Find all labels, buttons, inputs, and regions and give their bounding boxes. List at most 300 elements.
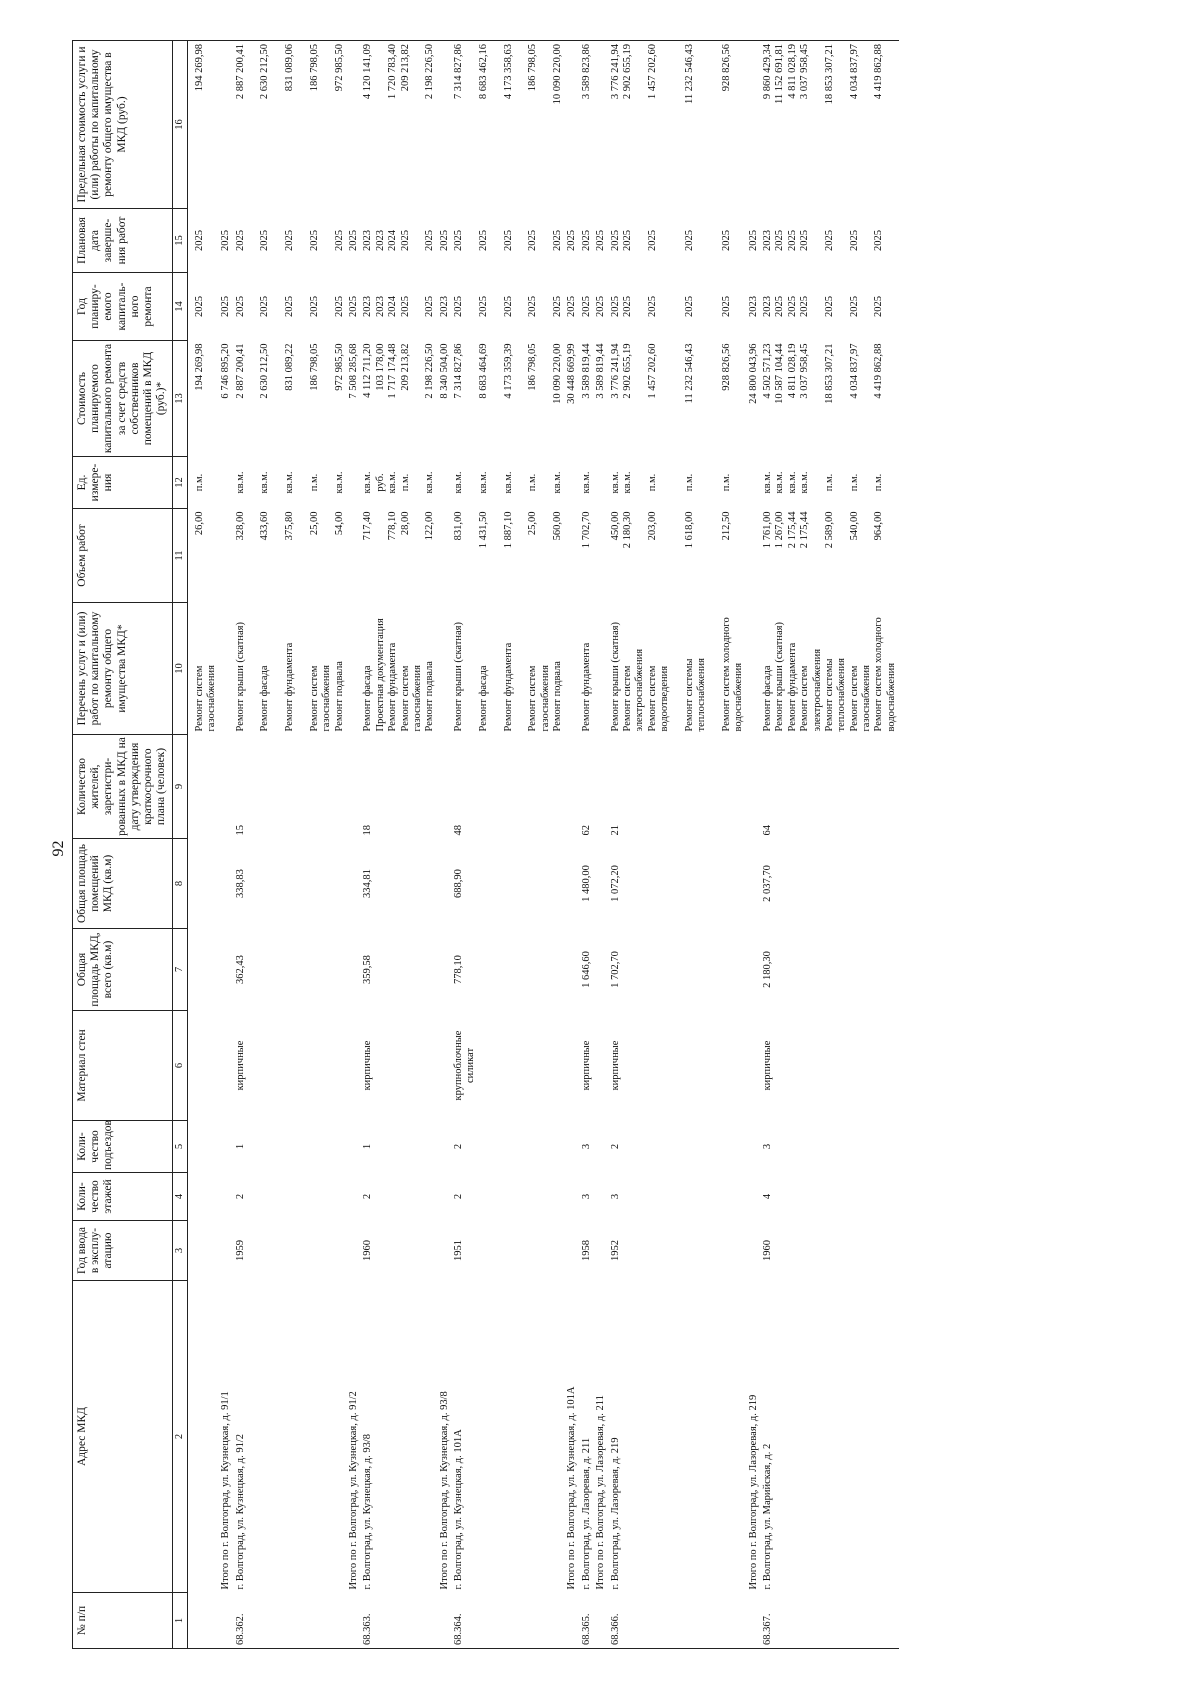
cell-line xyxy=(321,460,333,506)
cell-line: кв.м. xyxy=(762,471,774,494)
cell-plan xyxy=(594,273,608,341)
cell-line xyxy=(490,460,502,506)
cell-line: 18 853 307,21 xyxy=(823,44,835,105)
cell-line xyxy=(490,512,502,600)
cell-due xyxy=(452,209,565,273)
cell-cost xyxy=(594,341,608,457)
cell-unit xyxy=(580,457,594,509)
cell-cost xyxy=(219,341,233,457)
cell-floors: 2 xyxy=(362,1193,374,1200)
cell-line xyxy=(412,276,424,338)
cell-line: 2025 xyxy=(799,296,811,317)
cell-line xyxy=(836,344,848,454)
cell-year xyxy=(219,1221,233,1281)
cell-line xyxy=(812,44,824,206)
cell-due xyxy=(747,209,761,273)
cell-work xyxy=(761,603,899,735)
cell-plan xyxy=(347,273,361,341)
cell-line: 2025 xyxy=(552,296,564,317)
cell-plan xyxy=(187,273,219,341)
cell-limit xyxy=(347,41,361,209)
cell-line: 25,00 xyxy=(308,511,320,536)
cell-line xyxy=(671,212,683,270)
cell-line xyxy=(247,44,259,206)
cell-n: 68.366. xyxy=(609,1593,747,1649)
cell-line: кв.м. xyxy=(387,471,399,494)
cell-line xyxy=(412,512,424,600)
cell-line xyxy=(634,460,646,506)
cell-work xyxy=(361,603,437,735)
column-number: 3 xyxy=(172,1221,187,1281)
cell-line: 2025 xyxy=(580,230,592,251)
cell-plan xyxy=(609,273,747,341)
cell-line: 2025 xyxy=(259,296,271,317)
cell-line xyxy=(671,606,683,732)
cell-line: Ремонт систем xyxy=(527,665,539,732)
cell-area2 xyxy=(565,839,579,929)
column-header: Адрес МКД xyxy=(73,1281,173,1593)
cell-n: 68.363. xyxy=(361,1593,437,1649)
cell-line xyxy=(696,276,708,338)
cell-area2 xyxy=(187,839,219,929)
cell-line xyxy=(709,344,721,454)
cell-area: 1 702,70 xyxy=(609,951,621,988)
cell-line: 2025 xyxy=(453,230,465,251)
cell-line: кв.м. xyxy=(234,471,246,494)
cell-addr: Итого по г. Волгоград, ул. Кузнецкая, д. 91/1 xyxy=(220,1391,232,1590)
cell-line: 717,40 xyxy=(362,511,374,541)
cell-floors xyxy=(347,1173,361,1221)
cell-year xyxy=(594,1221,608,1281)
cell-line: газоснабжения xyxy=(861,665,873,732)
cell-line: 2025 xyxy=(259,230,271,251)
cell-area2: 1 480,00 xyxy=(580,865,592,902)
cell-line: газоснабжения xyxy=(321,665,333,732)
cell-vol xyxy=(361,509,437,603)
cell-line: кв.м. xyxy=(580,471,592,494)
cell-year: 1960 xyxy=(762,1240,774,1261)
cell-line: Ремонт крыши (скатная) xyxy=(609,621,621,732)
cell-due xyxy=(580,209,594,273)
cell-line: кв.м. xyxy=(424,471,436,494)
column-header: Перечень услуг и (или) работ по капитальному ремонту общего имущества МКД* xyxy=(73,603,173,735)
cell-line: 1 720 783,40 xyxy=(387,44,399,100)
cell-ent xyxy=(594,1121,608,1173)
cell-line: 328,00 xyxy=(234,511,246,541)
cell-line xyxy=(634,44,646,206)
cell-cost xyxy=(747,341,761,457)
cell-addr: г. Волгоград, ул. Лазоревая, д. 211 xyxy=(580,1437,592,1590)
cell-line xyxy=(671,44,683,206)
cell-line xyxy=(412,44,424,206)
cell-line: 194 269,98 xyxy=(193,343,205,391)
cell-area2 xyxy=(747,839,761,929)
cell-limit xyxy=(565,41,579,209)
cell-limit xyxy=(361,41,437,209)
cell-plan xyxy=(452,273,565,341)
cell-floors xyxy=(565,1173,579,1221)
cell-line: 2025 xyxy=(477,296,489,317)
cell-cost xyxy=(347,341,361,457)
cell-line xyxy=(321,44,333,206)
cell-line xyxy=(465,276,477,338)
cell-line: 831,00 xyxy=(453,511,465,541)
cell-line: 450,00 xyxy=(609,511,621,541)
cell-line xyxy=(540,512,552,600)
cell-work xyxy=(580,603,594,735)
cell-line: 2025 xyxy=(348,296,360,317)
cell-line: 4 034 837,97 xyxy=(848,44,860,100)
cell-unit xyxy=(234,457,347,509)
cell-line xyxy=(659,460,671,506)
cell-ent xyxy=(438,1121,452,1173)
cell-res: 62 xyxy=(580,825,592,836)
cell-plan xyxy=(438,273,452,341)
cell-line: 2 175,44 xyxy=(799,511,811,549)
cell-line: 2025 xyxy=(621,230,633,251)
cell-res xyxy=(438,735,452,839)
cell-line: 11 152 691,81 xyxy=(774,44,786,104)
cell-line: кв.м. xyxy=(502,471,514,494)
cell-line: 103 178,00 xyxy=(374,343,386,391)
table-row xyxy=(361,41,437,1649)
cell-vol xyxy=(565,509,579,603)
cell-line xyxy=(321,276,333,338)
cell-line xyxy=(247,276,259,338)
cell-line: 2025 xyxy=(566,230,578,251)
cell-line: п.м. xyxy=(823,473,835,492)
cell-line: электроснабжения xyxy=(811,648,823,732)
cell-line xyxy=(709,276,721,338)
cell-line: 28,00 xyxy=(399,511,411,536)
cell-due xyxy=(594,209,608,273)
cell-line: 3 776 241,94 xyxy=(609,343,621,399)
cell-line: 4 811 028,19 xyxy=(786,44,798,99)
cell-floors: 3 xyxy=(580,1193,592,1200)
cell-line xyxy=(465,460,477,506)
cell-line xyxy=(812,276,824,338)
cell-ent: 3 xyxy=(580,1143,592,1150)
column-number: 7 xyxy=(172,929,187,1011)
cell-vol xyxy=(347,509,361,603)
cell-line: 831 089,06 xyxy=(284,44,296,92)
cell-line: 1 457 202,60 xyxy=(646,44,658,100)
cell-line: 26,00 xyxy=(193,511,205,536)
cell-line: кв.м. xyxy=(552,471,564,494)
cell-vol xyxy=(187,509,219,603)
cell-mat xyxy=(565,1011,579,1121)
cell-line: 3 037 958,45 xyxy=(799,343,811,399)
cell-ent: 2 xyxy=(453,1143,465,1150)
cell-line xyxy=(812,212,824,270)
cell-line: 972 985,50 xyxy=(333,44,345,92)
column-header: Объем работ xyxy=(73,509,173,603)
cell-line xyxy=(297,460,309,506)
cell-floors: 2 xyxy=(234,1193,246,1200)
cell-work xyxy=(609,603,747,735)
cell-line xyxy=(515,606,527,732)
cell-line: Ремонт подвала xyxy=(552,661,564,732)
cell-line: 2025 xyxy=(193,230,205,251)
cell-line xyxy=(861,344,873,454)
cell-line xyxy=(515,212,527,270)
cell-mat xyxy=(187,1011,219,1121)
cell-line: Ремонт фасада xyxy=(259,665,271,732)
column-number-row xyxy=(172,41,187,1649)
cell-line: 2025 xyxy=(234,230,246,251)
cell-year: 1951 xyxy=(453,1240,465,1261)
cell-line: 8 683 462,16 xyxy=(477,44,489,100)
cell-line xyxy=(671,276,683,338)
cell-line xyxy=(465,212,477,270)
cell-line: 2025 xyxy=(848,230,860,251)
cell-line xyxy=(465,44,477,206)
cell-unit xyxy=(761,457,899,509)
cell-line: 2025 xyxy=(502,296,514,317)
cell-line: кв.м. xyxy=(774,471,786,494)
cell-vol xyxy=(452,509,565,603)
cell-unit xyxy=(594,457,608,509)
cell-line: 11 232 546,43 xyxy=(683,343,695,404)
cell-year xyxy=(565,1221,579,1281)
cell-year: 1952 xyxy=(609,1240,621,1261)
cell-line: 2025 xyxy=(424,296,436,317)
column-header: Год ввода в эксплу- атацию xyxy=(73,1221,173,1281)
column-header: № п/п xyxy=(73,1593,173,1649)
cell-work xyxy=(594,603,608,735)
cell-line: кв.м. xyxy=(453,471,465,494)
column-header: Год планиру- емого капиталь- ного ремонта xyxy=(73,273,173,341)
cell-line: кв.м. xyxy=(799,471,811,494)
cell-addr: г. Волгоград, ул. Лазоревая, д. 219 xyxy=(609,1437,621,1590)
cell-line: кв.м. xyxy=(477,471,489,494)
cell-line: п.м. xyxy=(720,473,732,492)
cell-line: Ремонт систем xyxy=(848,665,860,732)
cell-line: 11 232 546,43 xyxy=(683,44,695,104)
cell-line: 186 798,05 xyxy=(308,343,320,391)
cell-limit xyxy=(747,41,761,209)
cell-line: 2025 xyxy=(595,296,607,317)
cell-cost xyxy=(452,341,565,457)
cell-ent xyxy=(219,1121,233,1173)
cell-n: 68.365. xyxy=(580,1593,594,1649)
cell-line: 2025 xyxy=(799,230,811,251)
cell-line: 2 198 226,50 xyxy=(424,343,436,399)
cell-floors xyxy=(594,1173,608,1221)
column-number: 5 xyxy=(172,1121,187,1173)
cell-line xyxy=(490,212,502,270)
cell-line xyxy=(272,460,284,506)
cell-mat xyxy=(219,1011,233,1121)
cell-line: 2025 xyxy=(683,296,695,317)
cell-line: 2023 xyxy=(747,296,759,317)
cell-line xyxy=(696,512,708,600)
cell-line: 2025 xyxy=(552,230,564,251)
cell-limit xyxy=(761,41,899,209)
cell-line: Ремонт систем xyxy=(621,665,633,732)
cell-line: Ремонт фундамента xyxy=(284,642,296,732)
cell-work xyxy=(452,603,565,735)
cell-line: Ремонт фасада xyxy=(477,665,489,732)
cell-line: 25,00 xyxy=(527,511,539,536)
cell-area2: 688,90 xyxy=(453,869,465,898)
cell-line: 7 508 285,68 xyxy=(348,343,360,399)
table-row-total xyxy=(187,41,219,1649)
cell-n xyxy=(438,1593,452,1649)
cell-line: Ремонт систем xyxy=(308,665,320,732)
cell-line xyxy=(272,276,284,338)
cell-res: 18 xyxy=(362,825,374,836)
cell-line: Проектная документация xyxy=(374,618,386,732)
cell-line: 2025 xyxy=(308,230,320,251)
cell-due xyxy=(219,209,233,273)
cell-line xyxy=(247,344,259,454)
cell-area: 359,58 xyxy=(362,955,374,984)
cell-line: 2025 xyxy=(333,230,345,251)
cell-ent: 2 xyxy=(609,1143,621,1150)
cell-line xyxy=(297,212,309,270)
column-number: 15 xyxy=(172,209,187,273)
cell-mat: кирпичные xyxy=(609,1040,621,1091)
cell-line: 2025 xyxy=(823,230,835,251)
cell-line xyxy=(634,512,646,600)
page-number: 92 xyxy=(50,840,67,857)
table-row-total xyxy=(438,41,452,1649)
cell-line: 831 089,22 xyxy=(284,343,296,391)
cell-area2: 2 037,70 xyxy=(762,865,774,902)
cell-n: 68.367. xyxy=(761,1593,899,1649)
cell-addr: Итого по г. Волгоград, ул. Кузнецкая, д. 93/8 xyxy=(438,1391,450,1590)
cell-floors xyxy=(438,1173,452,1221)
cell-line: 4 502 571,23 xyxy=(762,343,774,399)
cell-line xyxy=(321,512,333,600)
cell-line: 3 776 241,94 xyxy=(609,44,621,100)
cell-unit xyxy=(187,457,219,509)
cell-line: электроснабжения xyxy=(634,648,646,732)
cell-line: Ремонт фасада xyxy=(762,665,774,732)
cell-area xyxy=(187,929,219,1011)
cell-work xyxy=(438,603,452,735)
cell-year: 1958 xyxy=(580,1240,592,1261)
cell-line xyxy=(465,344,477,454)
cell-line: Ремонт фундамента xyxy=(786,642,798,732)
cell-ent xyxy=(565,1121,579,1173)
cell-line xyxy=(861,460,873,506)
cell-work xyxy=(565,603,579,735)
cell-line: 4 112 711,20 xyxy=(362,343,374,398)
cell-line xyxy=(272,512,284,600)
column-header: Предельная стоимость услуги и (или) работы по капитальному ремонту общего имущества в МКД (руб.) xyxy=(73,41,173,209)
cell-ent: 1 xyxy=(362,1143,374,1150)
cell-addr: г. Волгоград, ул. Марийская, д. 2 xyxy=(762,1443,774,1590)
cell-line xyxy=(515,460,527,506)
cell-limit xyxy=(187,41,219,209)
cell-unit xyxy=(219,457,233,509)
cell-line: 2023 xyxy=(762,230,774,251)
cell-cost xyxy=(761,341,899,457)
cell-line xyxy=(861,276,873,338)
cell-work xyxy=(347,603,361,735)
cell-line: 3 589 819,44 xyxy=(580,343,592,399)
cell-area2: 1 072,20 xyxy=(609,865,621,902)
cell-line: Ремонт системы xyxy=(823,658,835,732)
cell-line xyxy=(836,460,848,506)
cell-line xyxy=(321,344,333,454)
cell-res xyxy=(565,735,579,839)
cell-line: 7 314 827,86 xyxy=(453,44,465,100)
cell-due xyxy=(761,209,899,273)
cell-line xyxy=(515,44,527,206)
cell-line: 10 090 220,00 xyxy=(552,343,564,404)
cell-unit xyxy=(609,457,747,509)
cell-ent xyxy=(187,1121,219,1173)
cell-line xyxy=(540,276,552,338)
cell-line: 1 717 174,48 xyxy=(387,343,399,399)
cell-line: 540,00 xyxy=(848,511,860,541)
cell-line xyxy=(247,512,259,600)
cell-plan xyxy=(747,273,761,341)
table-row xyxy=(609,41,747,1649)
cell-vol xyxy=(609,509,747,603)
table-row xyxy=(452,41,565,1649)
cell-year: 1960 xyxy=(362,1240,374,1261)
cell-vol xyxy=(580,509,594,603)
cell-line: 209 213,82 xyxy=(399,343,411,391)
cell-line xyxy=(836,44,848,206)
cell-area: 1 646,60 xyxy=(580,951,592,988)
cell-line xyxy=(247,460,259,506)
column-header: Стоимость планируемого капитального ремонта за счет средств собственников помещений в МКД (руб.)* xyxy=(73,341,173,457)
cell-line: 24 800 043,96 xyxy=(747,343,759,404)
cell-line xyxy=(836,276,848,338)
cell-plan xyxy=(219,273,233,341)
cell-year xyxy=(438,1221,452,1281)
cell-line: Ремонт систем xyxy=(193,665,205,732)
cell-plan xyxy=(580,273,594,341)
cell-line: 3 589 823,86 xyxy=(580,44,592,100)
cell-due xyxy=(438,209,452,273)
cell-line: водоотведения xyxy=(659,665,671,732)
cell-line: 2 198 226,50 xyxy=(424,44,436,100)
cell-mat: кирпичные xyxy=(580,1040,592,1091)
cell-res xyxy=(594,735,608,839)
cell-line xyxy=(540,44,552,206)
cell-area2 xyxy=(219,839,233,929)
cell-line xyxy=(709,606,721,732)
cell-line: 4 173 358,63 xyxy=(502,44,514,100)
cell-line: 8 683 464,69 xyxy=(477,343,489,399)
cell-line: 2025 xyxy=(438,230,450,251)
column-header: Общая площадь МКД, всего (кв.м) xyxy=(73,929,173,1011)
cell-line xyxy=(375,44,387,206)
cell-line xyxy=(297,276,309,338)
cell-plan xyxy=(234,273,347,341)
cell-cost xyxy=(609,341,747,457)
cell-line xyxy=(671,344,683,454)
cell-line xyxy=(490,344,502,454)
cell-line: 54,00 xyxy=(333,511,345,536)
cell-line: 4 034 837,97 xyxy=(848,343,860,399)
cell-line: 2025 xyxy=(424,230,436,251)
cell-line xyxy=(412,460,424,506)
cell-line: 2 902 655,19 xyxy=(621,343,633,399)
cell-unit xyxy=(747,457,761,509)
cell-line xyxy=(671,460,683,506)
cell-line: 203,00 xyxy=(646,511,658,541)
cell-line xyxy=(861,44,873,206)
column-number: 11 xyxy=(172,509,187,603)
cell-line: Ремонт систем xyxy=(646,665,658,732)
